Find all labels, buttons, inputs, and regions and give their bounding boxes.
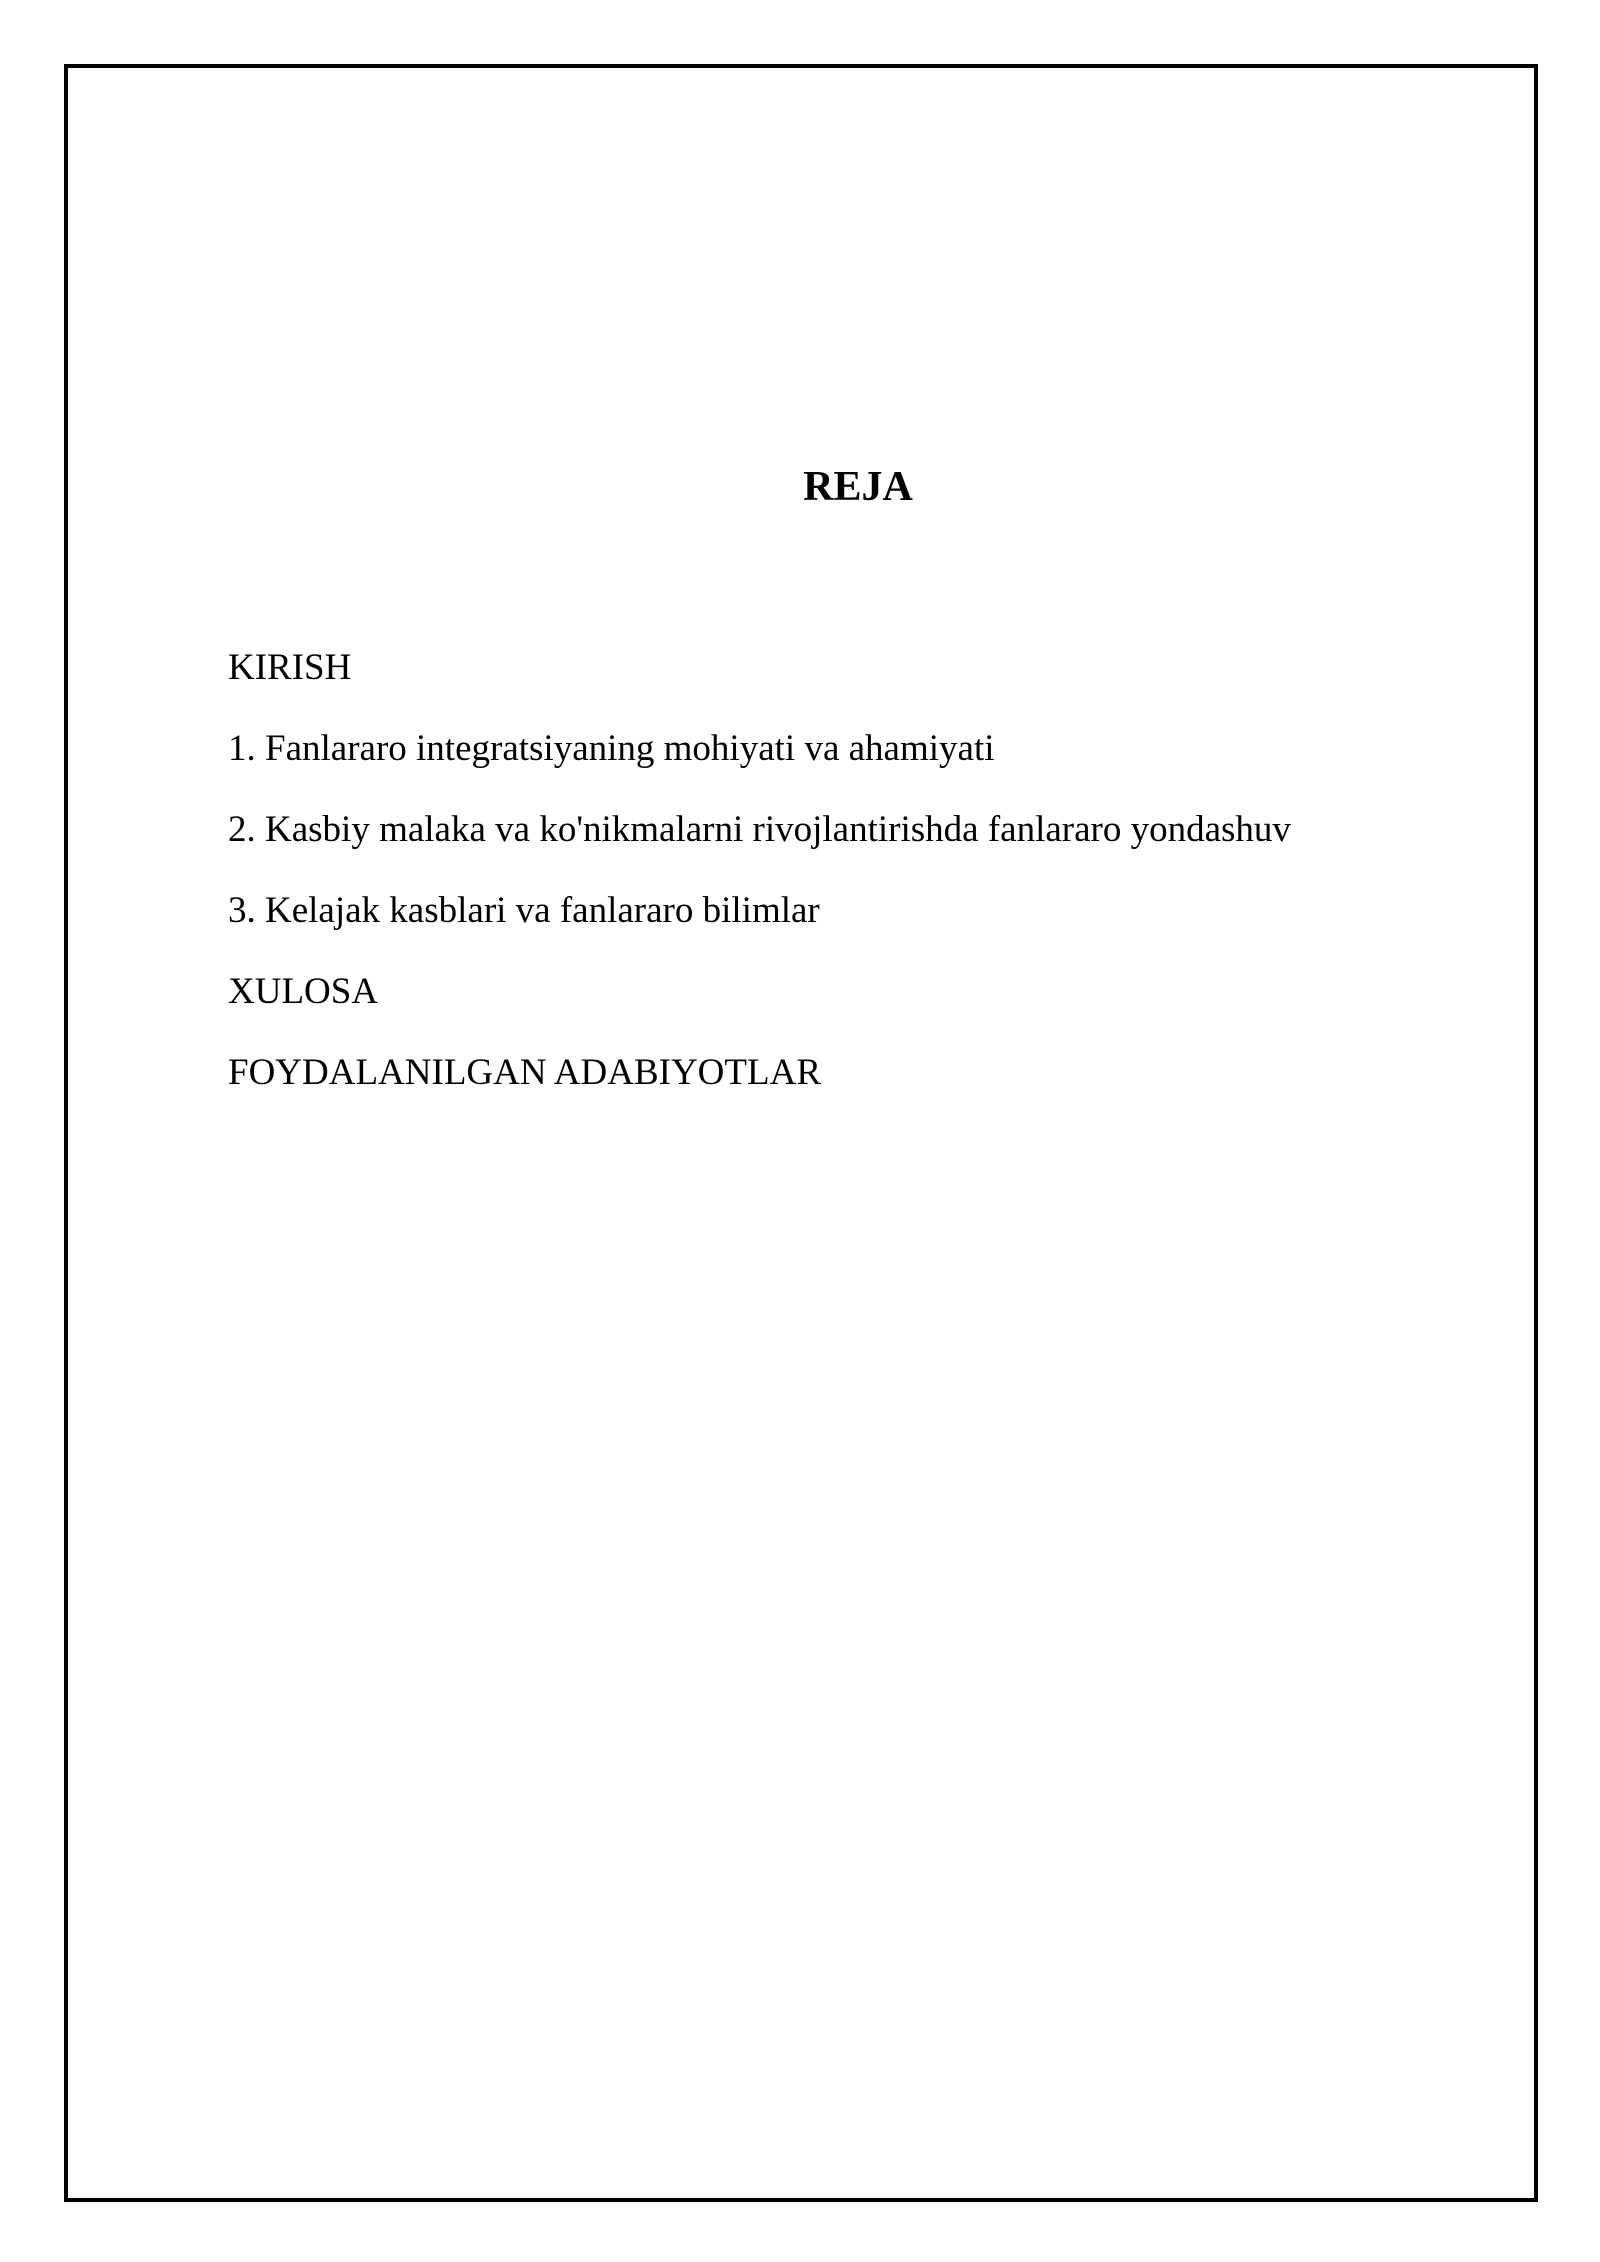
plan-item-introduction: KIRISH xyxy=(228,647,352,688)
plan-item-section-3: 3. Kelajak kasblari va fanlararo bilimlar xyxy=(228,890,820,931)
page-title: REJA xyxy=(803,464,913,510)
plan-list xyxy=(228,627,1488,1113)
plan-item-section-2: 2. Kasbiy malaka va ko'nikmalarni rivojlantirishda fanlararo yondashuv xyxy=(228,809,1291,850)
plan-item-section-1: 1. Fanlararo integratsiyaning mohiyati va ahamiyati xyxy=(228,728,995,769)
page-border xyxy=(64,64,1538,2202)
plan-item-references: FOYDALANILGAN ADABIYOTLAR xyxy=(228,1052,821,1093)
plan-item-conclusion: XULOSA xyxy=(228,971,379,1012)
